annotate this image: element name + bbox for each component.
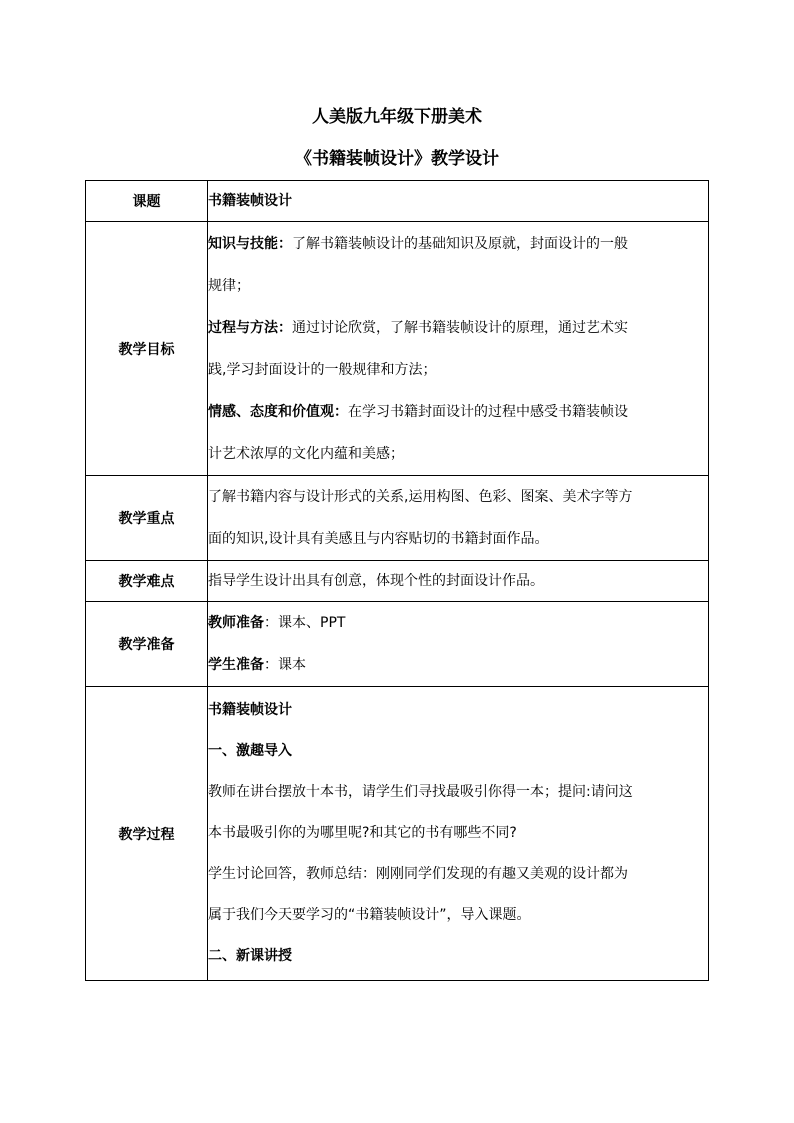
row-preparation (86, 602, 709, 687)
focus-text2: 面的知识,设计具有美感且与内容贴切的书籍封面作品。 (208, 531, 549, 547)
prep-teacher-text: ：课本、PPT (264, 615, 346, 631)
goal-knowledge-text1: 了解书籍装帧设计的基础知识及原就，封面设计的一般 (292, 235, 628, 252)
prep-student-line (208, 644, 708, 686)
goal-emotion-text1: 在学习书籍封面设计的过程中感受书籍装帧设 (348, 403, 628, 420)
procedure-heading: 书籍装帧设计 (208, 702, 292, 718)
goal-emotion-line1 (208, 391, 708, 433)
difficulty-text: 指导学生设计出具有创意，体现个性的封面设计作品。 (208, 573, 544, 589)
label-difficulty: 教学难点 (86, 561, 208, 602)
row-focus (86, 476, 709, 561)
prep-teacher-head: 教师准备 (208, 615, 264, 631)
cell-preparation (208, 602, 709, 687)
goal-process-text1: 通过讨论欣赏，了解书籍装帧设计的原理，通过艺术实 (292, 319, 628, 336)
procedure-p2-line1: 学生讨论回答，教师总结：刚刚同学们发现的有趣又美观的设计都为 (208, 866, 628, 882)
goal-process-text2: 践,学习封面设计的一般规律和方法； (208, 361, 437, 378)
lesson-plan-table (85, 180, 709, 981)
document-title: 人美版九年级下册美术 (312, 107, 482, 127)
row-difficulty (86, 561, 709, 602)
row-goals (86, 222, 709, 476)
cell-focus (208, 476, 709, 561)
procedure-p1-line1: 教师在讲台摆放十本书，请学生们寻找最吸引你得一本；提问:请问这 (208, 784, 633, 800)
goal-emotion-head: 情感、态度和价值观： (208, 403, 348, 420)
goal-emotion-text2: 计艺术浓厚的文化内蕴和美感； (208, 445, 404, 462)
label-topic: 课题 (86, 181, 208, 222)
prep-teacher-line (208, 602, 708, 644)
procedure-section1: 一、激趣导入 (208, 743, 292, 759)
cell-procedure (208, 687, 709, 981)
procedure-p1-line2: 本书最吸引你的为哪里呢?和其它的书有哪些不同? (208, 825, 517, 841)
row-procedure (86, 687, 709, 981)
cell-goals (208, 222, 709, 476)
label-procedure: 教学过程 (86, 687, 208, 981)
label-focus: 教学重点 (86, 476, 208, 561)
topic-value: 书籍装帧设计 (208, 193, 292, 209)
cell-topic (208, 181, 709, 222)
goal-knowledge-text2: 规律； (208, 277, 250, 294)
label-preparation: 教学准备 (86, 602, 208, 687)
prep-student-text: ：课本 (264, 657, 306, 673)
procedure-section2: 二、新课讲授 (208, 948, 292, 964)
goal-process-head: 过程与方法： (208, 319, 292, 336)
prep-student-head: 学生准备 (208, 657, 264, 673)
focus-text1: 了解书籍内容与设计形式的关系,运用构图、色彩、图案、美术字等方 (208, 489, 633, 505)
goal-knowledge-line1 (208, 223, 708, 265)
goal-knowledge-head: 知识与技能： (208, 235, 292, 252)
document-subtitle: 《书籍装帧设计》教学设计 (295, 149, 499, 169)
procedure-p2-line2: 属于我们今天要学习的“书籍装帧设计”，导入课题。 (208, 907, 531, 923)
row-topic (86, 181, 709, 222)
label-goals: 教学目标 (86, 222, 208, 476)
goal-process-line1 (208, 307, 708, 349)
cell-difficulty (208, 561, 709, 602)
